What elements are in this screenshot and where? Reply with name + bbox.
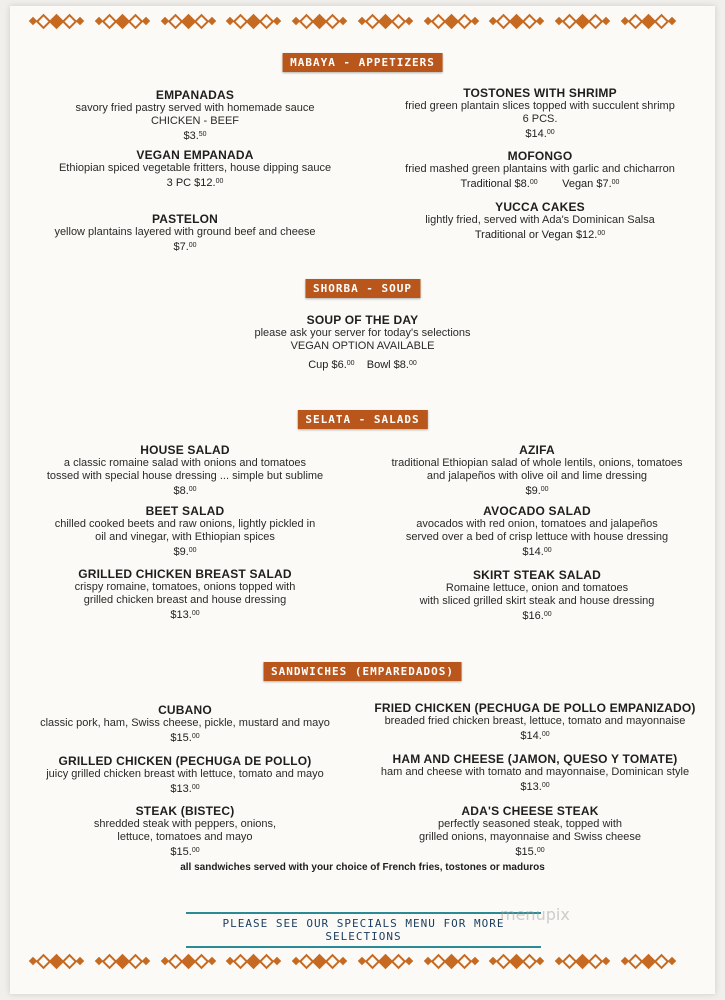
menu-item-house-salad xyxy=(20,443,350,498)
diamond-icon xyxy=(456,953,472,969)
diamond-icon xyxy=(602,17,610,25)
item-price: $15.00 xyxy=(515,846,545,858)
item-name: PASTELON xyxy=(151,212,219,226)
item-description: juicy grilled chicken breast with lettuce, tomato and mayo xyxy=(46,768,324,780)
section-title-soup: SHORBA - SOUP xyxy=(305,279,420,298)
diamond-motif-icon xyxy=(162,16,215,27)
diamond-icon xyxy=(127,953,143,969)
item-name: TOSTONES WITH SHRIMP xyxy=(463,86,617,100)
item-name: STEAK (BISTEC) xyxy=(135,804,235,818)
item-description: tossed with special house dressing ... simple but sublime xyxy=(46,470,324,482)
item-price: $14.00 xyxy=(525,128,555,140)
item-name: HAM AND CHEESE (JAMON, QUESO Y TOMATE) xyxy=(392,752,678,766)
item-price: $8.00 xyxy=(173,485,197,497)
menu-item-azifa xyxy=(362,443,712,498)
item-description: traditional Ethiopian salad of whole lentils, onions, tomatoes xyxy=(391,457,683,469)
item-name: AVOCADO SALAD xyxy=(483,504,591,518)
diamond-icon xyxy=(142,17,150,25)
item-price: $13.00 xyxy=(520,781,550,793)
menu-item-steak-bistec xyxy=(20,804,350,859)
item-description: and jalapeños with olive oil and lime dressing xyxy=(426,470,648,482)
item-price: $14.00 xyxy=(520,730,550,742)
item-description: classic pork, ham, Swiss cheese, pickle, mustard and mayo xyxy=(40,717,330,729)
bottom-decorative-border xyxy=(30,950,675,972)
sandwich-footnote: all sandwiches served with your choice of French fries, tostones or maduros xyxy=(180,862,545,873)
menu-item-empanadas xyxy=(30,88,360,143)
diamond-icon xyxy=(536,957,544,965)
item-description: fried mashed green plantains with garlic and chicharron xyxy=(405,163,675,175)
diamond-motif-icon xyxy=(622,956,675,967)
item-price: $13.00 xyxy=(170,609,200,621)
diamond-icon xyxy=(273,957,281,965)
item-description: yellow plantains layered with ground beef and cheese xyxy=(54,226,316,238)
item-description: a classic romaine salad with onions and tomatoes xyxy=(63,457,307,469)
diamond-icon xyxy=(76,17,84,25)
diamond-motif-icon xyxy=(359,16,412,27)
diamond-icon xyxy=(339,17,347,25)
item-price: $3.50 xyxy=(183,130,207,142)
item-price: $7.00 xyxy=(173,241,197,253)
menu-item-fried-chicken xyxy=(355,701,715,743)
item-name: EMPANADAS xyxy=(155,88,235,102)
diamond-icon xyxy=(207,957,215,965)
menu-item-ham-and-cheese xyxy=(355,752,715,794)
item-description: savory fried pastry served with homemade sauce xyxy=(75,102,315,114)
item-description: grilled onions, mayonnaise and Swiss cheese xyxy=(419,831,641,843)
item-name: CUBANO xyxy=(158,703,212,717)
item-price: Traditional or Vegan $12.00 xyxy=(474,229,606,241)
item-price: $9.00 xyxy=(173,546,197,558)
section-title-appetizers: MABAYA - APPETIZERS xyxy=(282,53,443,72)
section-title-salads: SELATA - SALADS xyxy=(297,410,427,429)
specials-banner: PLEASE SEE OUR SPECIALS MENU FOR MORE SELECTIONS xyxy=(186,912,541,948)
top-decorative-border xyxy=(30,10,675,32)
menu-item-mofongo xyxy=(375,149,705,191)
menu-item-grilled-chicken-sandwich xyxy=(20,754,350,796)
diamond-motif-icon xyxy=(96,16,149,27)
item-price: Cup $6.00 Bowl $8.00 xyxy=(308,359,417,371)
item-description: VEGAN OPTION AVAILABLE xyxy=(290,340,435,352)
item-price: $15.00 xyxy=(170,846,200,858)
diamond-motif-icon xyxy=(293,16,346,27)
item-name: FRIED CHICKEN (PECHUGA DE POLLO EMPANIZADO) xyxy=(374,701,696,715)
item-description: oil and vinegar, with Ethiopian spices xyxy=(95,531,275,543)
item-description: Ethiopian spiced vegetable fritters, house dipping sauce xyxy=(58,162,332,174)
item-name: GRILLED CHICKEN (PECHUGA DE POLLO) xyxy=(58,754,312,768)
diamond-icon xyxy=(405,17,413,25)
item-description: crispy romaine, tomatoes, onions topped with xyxy=(74,581,296,593)
item-price: $15.00 xyxy=(170,732,200,744)
diamond-motif-icon xyxy=(622,16,675,27)
item-description: with sliced grilled skirt steak and house dressing xyxy=(419,595,655,607)
diamond-motif-icon xyxy=(425,956,478,967)
menu-item-avocado-salad xyxy=(372,504,702,559)
item-description: Romaine lettuce, onion and tomatoes xyxy=(445,582,629,594)
item-price: $9.00 xyxy=(525,485,549,497)
menu-item-beet-salad xyxy=(20,504,350,559)
menu-item-yucca-cakes xyxy=(375,200,705,242)
item-description: perfectly seasoned steak, topped with xyxy=(437,818,623,830)
diamond-motif-icon xyxy=(490,16,543,27)
item-name: GRILLED CHICKEN BREAST SALAD xyxy=(78,567,292,581)
diamond-icon xyxy=(193,953,209,969)
item-name: SOUP OF THE DAY xyxy=(306,313,419,327)
menu-item-pastelon xyxy=(20,212,350,254)
diamond-motif-icon xyxy=(425,16,478,27)
diamond-motif-icon xyxy=(490,956,543,967)
item-description: lettuce, tomatoes and mayo xyxy=(117,831,253,843)
diamond-icon xyxy=(668,17,676,25)
item-description: ham and cheese with tomato and mayonnaise, Dominican style xyxy=(380,766,690,778)
item-description: grilled chicken breast and house dressing xyxy=(83,594,287,606)
diamond-icon xyxy=(668,957,676,965)
diamond-icon xyxy=(470,957,478,965)
diamond-icon xyxy=(207,17,215,25)
item-description: lightly fried, served with Ada's Dominican Salsa xyxy=(425,214,655,226)
diamond-icon xyxy=(127,13,143,29)
diamond-icon xyxy=(76,957,84,965)
menu-item-grilled-chicken-salad xyxy=(20,567,350,622)
item-description: served over a bed of crisp lettuce with house dressing xyxy=(405,531,669,543)
diamond-icon xyxy=(456,13,472,29)
diamond-icon xyxy=(142,957,150,965)
menu-item-adas-cheese-steak xyxy=(365,804,695,859)
diamond-icon xyxy=(405,957,413,965)
item-name: AZIFA xyxy=(519,443,555,457)
item-name: ADA'S CHEESE STEAK xyxy=(461,804,599,818)
item-description: fried green plantain slices topped with succulent shrimp xyxy=(405,100,675,112)
item-name: MOFONGO xyxy=(507,149,573,163)
item-price: $14.00 xyxy=(522,546,552,558)
diamond-motif-icon xyxy=(227,16,280,27)
diamond-icon xyxy=(602,957,610,965)
menu-item-tostones-shrimp xyxy=(375,86,705,141)
item-name: BEET SALAD xyxy=(145,504,225,518)
item-name: HOUSE SALAD xyxy=(140,443,230,457)
diamond-icon xyxy=(193,13,209,29)
diamond-motif-icon xyxy=(30,956,83,967)
item-description: breaded fried chicken breast, lettuce, tomato and mayonnaise xyxy=(384,715,686,727)
menu-item-cubano xyxy=(20,703,350,745)
diamond-motif-icon xyxy=(227,956,280,967)
item-description: CHICKEN - BEEF xyxy=(150,115,239,127)
diamond-motif-icon xyxy=(293,956,346,967)
item-description: please ask your server for today's selections xyxy=(254,327,471,339)
diamond-icon xyxy=(470,17,478,25)
item-description: shredded steak with peppers, onions, xyxy=(93,818,277,830)
item-price: Traditional $8.00 Vegan $7.00 xyxy=(460,178,620,190)
diamond-icon xyxy=(536,17,544,25)
watermark: menupix xyxy=(500,905,570,924)
item-price: $13.00 xyxy=(170,783,200,795)
item-name: SKIRT STEAK SALAD xyxy=(472,568,602,582)
item-name: YUCCA CAKES xyxy=(495,200,585,214)
menu-item-skirt-steak-salad xyxy=(372,568,702,623)
section-title-sandwiches: SANDWICHES (EMPAREDADOS) xyxy=(263,662,462,681)
diamond-icon xyxy=(273,17,281,25)
diamond-motif-icon xyxy=(30,16,83,27)
diamond-motif-icon xyxy=(556,956,609,967)
item-price: 3 PC $12.00 xyxy=(166,177,224,189)
menu-item-vegan-empanada xyxy=(20,148,370,190)
diamond-motif-icon xyxy=(359,956,412,967)
item-price: $16.00 xyxy=(522,610,552,622)
item-description: avocados with red onion, tomatoes and jalapeños xyxy=(416,518,658,530)
menu-item-soup-of-the-day xyxy=(200,313,525,372)
diamond-motif-icon xyxy=(162,956,215,967)
diamond-motif-icon xyxy=(556,16,609,27)
item-name: VEGAN EMPANADA xyxy=(136,148,254,162)
diamond-motif-icon xyxy=(96,956,149,967)
item-description: chilled cooked beets and raw onions, lightly pickled in xyxy=(54,518,316,530)
diamond-icon xyxy=(339,957,347,965)
item-description: 6 PCS. xyxy=(522,113,558,125)
